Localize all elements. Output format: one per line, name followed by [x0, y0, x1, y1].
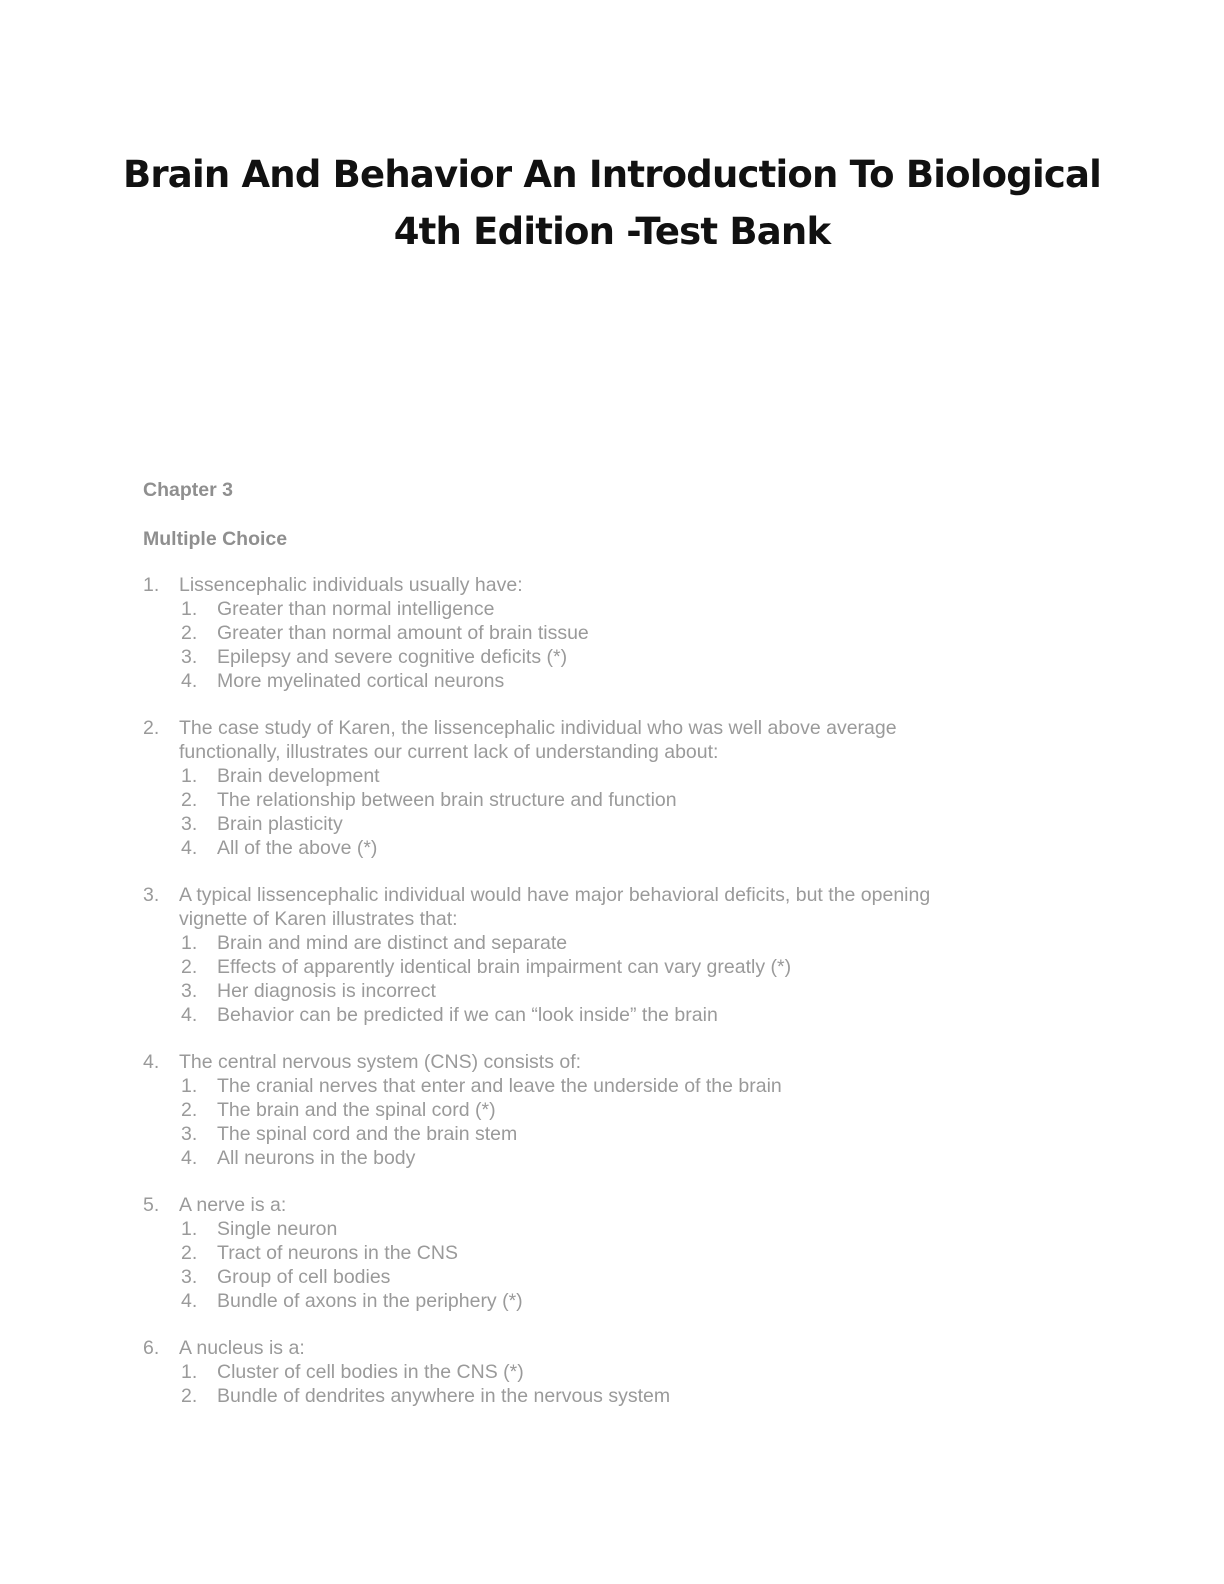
- answer-option: [143, 1241, 1043, 1265]
- option-text: Brain and mind are distinct and separate: [217, 932, 568, 954]
- option-text: The brain and the spinal cord (*): [217, 1099, 496, 1121]
- option-text: All neurons in the body: [217, 1147, 416, 1169]
- option-text: The cranial nerves that enter and leave the underside of the brain: [217, 1075, 782, 1097]
- answer-option: [143, 1122, 1043, 1146]
- answer-option: [143, 1098, 1043, 1122]
- question-text-line: functionally, illustrates our current lack of understanding about:: [179, 741, 719, 763]
- option-text: Single neuron: [217, 1218, 338, 1240]
- option-number: 3.: [181, 1266, 198, 1288]
- option-number: 1.: [181, 765, 198, 787]
- question-text: [143, 883, 1043, 907]
- answer-option: [143, 645, 1043, 669]
- question-number: 1.: [143, 574, 160, 596]
- answer-option: [143, 669, 1043, 693]
- answer-option: [143, 597, 1043, 621]
- question-number: 6.: [143, 1337, 160, 1359]
- answer-option: [143, 788, 1043, 812]
- chapter-heading: Chapter 3: [143, 479, 233, 501]
- option-number: 4.: [181, 1147, 198, 1169]
- option-text: Effects of apparently identical brain impairment can vary greatly (*): [217, 956, 792, 978]
- option-text: Group of cell bodies: [217, 1266, 391, 1288]
- option-text: Her diagnosis is incorrect: [217, 980, 436, 1002]
- answer-option: [143, 621, 1043, 645]
- option-number: 2.: [181, 1099, 198, 1121]
- answer-option: [143, 1360, 1043, 1384]
- option-text: Greater than normal intelligence: [217, 598, 495, 620]
- title-line-1: Brain And Behavior An Introduction To Biological: [122, 153, 1102, 196]
- option-number: 2.: [181, 1242, 198, 1264]
- option-number: 2.: [181, 1385, 198, 1407]
- document-body: [143, 478, 1043, 1431]
- option-text: Tract of neurons in the CNS: [217, 1242, 458, 1264]
- option-number: 2.: [181, 956, 198, 978]
- question-number: 3.: [143, 884, 160, 906]
- question-text: [143, 1193, 1043, 1217]
- question-text-line: A typical lissencephalic individual would have major behavioral deficits, but the opening: [179, 884, 931, 906]
- option-text: Epilepsy and severe cognitive deficits (*): [217, 646, 568, 668]
- option-text: Brain development: [217, 765, 380, 787]
- question-4: [143, 1050, 1043, 1170]
- option-text: The relationship between brain structure and function: [217, 789, 677, 811]
- option-number: 1.: [181, 598, 198, 620]
- option-number: 1.: [181, 1361, 198, 1383]
- answer-option: [143, 1289, 1043, 1313]
- answer-option: [143, 836, 1043, 860]
- option-number: 3.: [181, 646, 198, 668]
- option-number: 4.: [181, 1004, 198, 1026]
- option-number: 3.: [181, 1123, 198, 1145]
- question-3: [143, 883, 1043, 1027]
- option-number: 3.: [181, 980, 198, 1002]
- option-text: Cluster of cell bodies in the CNS (*): [217, 1361, 524, 1383]
- answer-option: [143, 1146, 1043, 1170]
- question-text-line: Lissencephalic individuals usually have:: [179, 574, 523, 596]
- option-text: Bundle of dendrites anywhere in the nervous system: [217, 1385, 671, 1407]
- option-text: Greater than normal amount of brain tissue: [217, 622, 589, 644]
- question-text-line: vignette of Karen illustrates that:: [179, 908, 458, 930]
- option-number: 4.: [181, 837, 198, 859]
- option-text: All of the above (*): [217, 837, 378, 859]
- option-number: 4.: [181, 670, 198, 692]
- question-text: [143, 907, 1043, 931]
- question-6: [143, 1336, 1043, 1408]
- answer-option: [143, 812, 1043, 836]
- title-line-2: 4th Edition -Test Bank: [393, 210, 831, 253]
- question-text-line: A nucleus is a:: [179, 1337, 305, 1359]
- question-list: [143, 573, 1043, 1408]
- option-number: 1.: [181, 932, 198, 954]
- question-number: 2.: [143, 717, 160, 739]
- answer-option: [143, 1074, 1043, 1098]
- document-title: [0, 146, 1224, 260]
- answer-option: [143, 764, 1043, 788]
- option-number: 1.: [181, 1218, 198, 1240]
- option-text: The spinal cord and the brain stem: [217, 1123, 518, 1145]
- question-text: [143, 1336, 1043, 1360]
- option-number: 1.: [181, 1075, 198, 1097]
- question-text: [143, 1050, 1043, 1074]
- answer-option: [143, 979, 1043, 1003]
- question-text: [143, 573, 1043, 597]
- option-number: 2.: [181, 789, 198, 811]
- question-text: [143, 740, 1043, 764]
- answer-option: [143, 1384, 1043, 1408]
- question-2: [143, 716, 1043, 860]
- question-1: [143, 573, 1043, 693]
- answer-option: [143, 1217, 1043, 1241]
- question-5: [143, 1193, 1043, 1313]
- section-heading: Multiple Choice: [143, 528, 288, 550]
- question-text: [143, 716, 1043, 740]
- question-number: 5.: [143, 1194, 160, 1216]
- answer-option: [143, 1265, 1043, 1289]
- option-number: 3.: [181, 813, 198, 835]
- question-text-line: The central nervous system (CNS) consists of:: [179, 1051, 582, 1073]
- answer-option: [143, 955, 1043, 979]
- question-text-line: A nerve is a:: [179, 1194, 287, 1216]
- answer-option: [143, 1003, 1043, 1027]
- answer-option: [143, 931, 1043, 955]
- option-text: Brain plasticity: [217, 813, 343, 835]
- option-number: 2.: [181, 622, 198, 644]
- option-text: More myelinated cortical neurons: [217, 670, 505, 692]
- option-text: Behavior can be predicted if we can “look inside” the brain: [217, 1004, 718, 1026]
- option-text: Bundle of axons in the periphery (*): [217, 1290, 523, 1312]
- option-number: 4.: [181, 1290, 198, 1312]
- question-text-line: The case study of Karen, the lissencephalic individual who was well above average: [179, 717, 897, 739]
- question-number: 4.: [143, 1051, 160, 1073]
